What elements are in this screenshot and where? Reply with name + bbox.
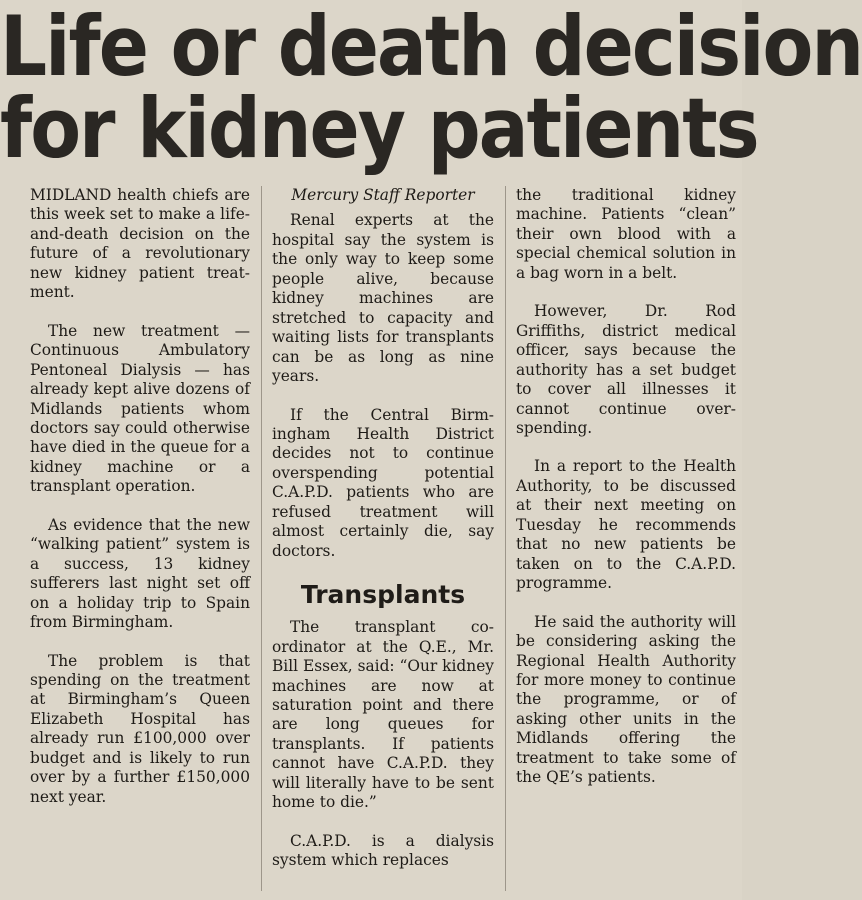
- headline-line-1: Life or death decision: [0, 0, 862, 96]
- byline: Mercury Staff Reporter: [291, 186, 475, 204]
- column-divider: [505, 186, 506, 891]
- paragraph: If the Central Birmingham Health District decides not to continue overspending potential C.A.P.D. patients who are refused treatment will almost certainly die, say doctors.: [272, 405, 494, 560]
- article-column-3: [516, 186, 736, 807]
- paragraph: The transplant co-ordinator at the Q.E., Mr. Bill Essex, said: “Our kidney machines are now at saturation point and there are long queues for transplants. If patients cannot have C.A.P.D. they will literally have to be sent home to die.”: [272, 618, 494, 812]
- paragraph: In a report to the Health Authority, to be discussed at their next meeting on Tuesday he recommends that no new patients be taken on to the C.A.P.D. programme.: [516, 457, 736, 593]
- paragraph: the traditional kidney machine. Patients “clean” their own blood with a special chemical solution in a bag worn in a belt.: [516, 186, 736, 282]
- paragraph: He said the authority will be considering asking the Regional Health Authority for more money to continue the programme, or of asking other units in the Midlands offering the treatment to take some of the QE’s patients.: [516, 612, 736, 787]
- headline-line-2: for kidney patients: [0, 80, 758, 178]
- article-column-2: [272, 186, 494, 890]
- paragraph: The problem is that spending on the treatment at Birmingham’s Queen Elizabeth Hospital has already run £100,000 over budget and is likely to run over by a further £150,000 next year.: [30, 651, 250, 806]
- subheading-transplants: Transplants: [300, 580, 466, 610]
- paragraph: C.A.P.D. is a dialysis system which replaces: [272, 831, 494, 870]
- paragraph: As evidence that the new “walking patient” system is a success, 13 kidney sufferers last night set off on a holiday trip to Spain from Birmingham.: [30, 515, 250, 632]
- paragraph: The new treatment — Continuous Ambulatory Pentoneal Dialysis — has already kept alive dozens of Midlands patients whom doctors say could otherwise have died in the queue for a kidney machine or a transplant operation.: [30, 321, 250, 496]
- article-column-1: [30, 186, 250, 826]
- column-divider: [261, 186, 262, 891]
- paragraph: However, Dr. Rod Griffiths, district medical officer, says because the authority has a set budget to cover all illnesses it cannot continue overspending.: [516, 302, 736, 437]
- paragraph: MIDLAND health chiefs are this week set to make a life-and-death decision on the future of a revolutionary new kidney patient treatment.: [30, 186, 250, 302]
- paragraph: Renal experts at the hospital say the system is the only way to keep some people alive, because kidney machines are stretched to capacity and waiting lists for transplants can be as long as nine years.: [272, 211, 494, 386]
